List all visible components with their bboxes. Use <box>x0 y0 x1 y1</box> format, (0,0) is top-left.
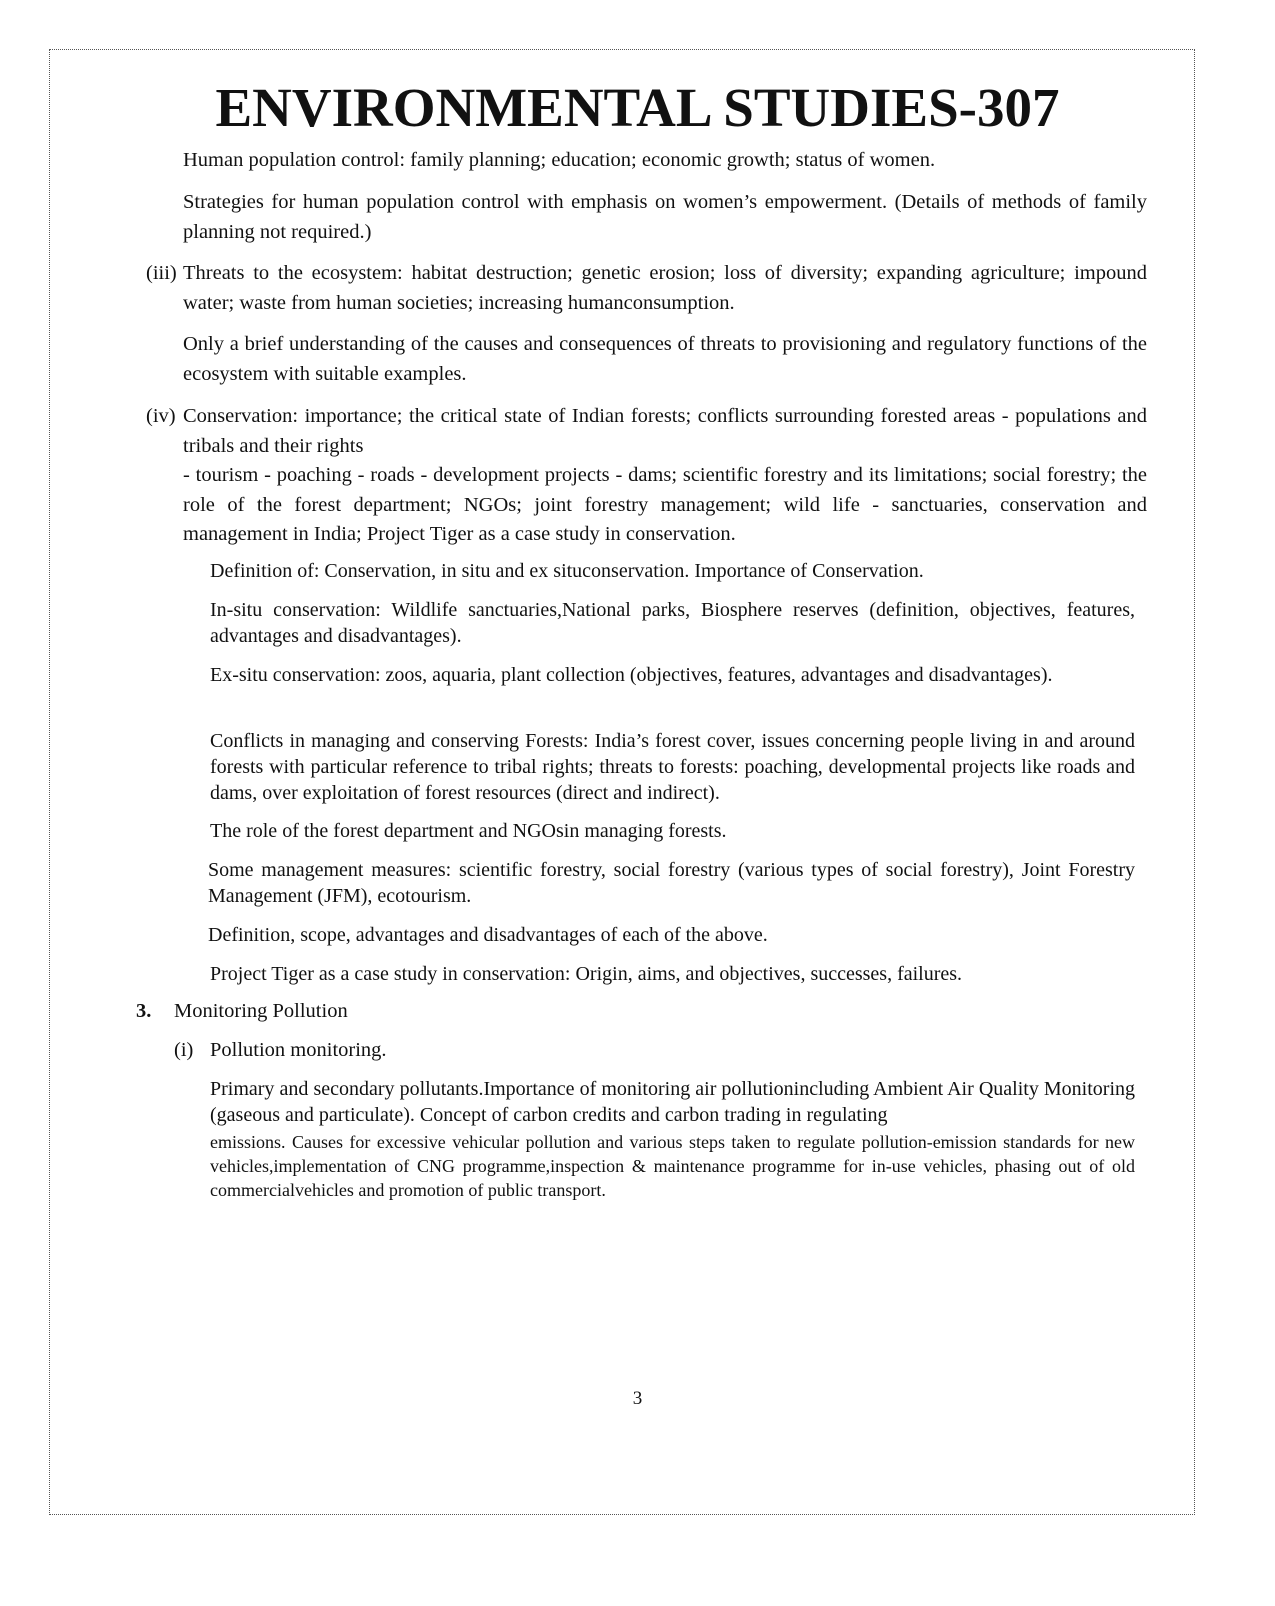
paragraph-ex-situ: Ex-situ conservation: zoos, aquaria, plant collection (objectives, features, advantages and disadvantages). <box>210 664 1053 686</box>
section-title-monitoring-pollution: Monitoring Pollution <box>174 1000 348 1022</box>
paragraph-conservation: Conservation: importance; the critical state of Indian forests; conflicts surrounding forested areas - populations and tribals and their rights <box>183 405 1147 457</box>
page-title: ENVIRONMENTAL STUDIES-307 <box>215 77 1060 138</box>
paragraph-tourism-poaching: - tourism - poaching - roads - development projects - dams; scientific forestry and its limitations; social forestry; the role of the forest department; NGOs; joint forestry management; wild life - sanctuaries, conservation and management in India; Project Tiger as a case study in conservation. <box>183 464 1147 545</box>
section-number-3: 3. <box>136 1000 152 1022</box>
paragraph-population-control: Human population control: family planning; education; economic growth; status of women. <box>183 149 936 171</box>
paragraph-threats: Threats to the ecosystem: habitat destruction; genetic erosion; loss of diversity; expanding agriculture; impound water; waste from human societies; increasing humanconsumption. <box>183 262 1147 314</box>
paragraph-pollution-monitoring: Pollution monitoring. <box>210 1039 387 1061</box>
paragraph-pollutants: Primary and secondary pollutants.Importance of monitoring air pollutionincluding Ambient Air Quality Monitoring (gaseous and particulate). Concept of carbon credits and carbon trading in regulating <box>210 1078 1135 1126</box>
list-marker-iii: (iii) <box>146 262 177 284</box>
paragraph-role-forest-dept: The role of the forest department and NGOsin managing forests. <box>210 820 727 842</box>
paragraph-definition-conservation: Definition of: Conservation, in situ and ex situconservation. Importance of Conservation. <box>210 560 924 582</box>
paragraph-vehicular-emissions: emissions. Causes for excessive vehicular pollution and various steps taken to regulate pollution-emission standards for new vehicles,implementation of CNG programme,inspection & maintenance programme for in-use vehicles, phasing out of old commercialvehicles and promotion of public transport. <box>210 1132 1135 1200</box>
paragraph-conflicts-forests: Conflicts in managing and conserving Forests: India’s forest cover, issues concerning people living in and around forests with particular reference to tribal rights; threats to forests: poaching, developmental projects like roads and dams, over exploitation of forest resources (direct and indirect). <box>210 730 1135 804</box>
paragraph-project-tiger: Project Tiger as a case study in conservation: Origin, aims, and objectives, successes, failures. <box>210 963 963 985</box>
paragraph-definition-scope: Definition, scope, advantages and disadvantages of each of the above. <box>208 924 768 946</box>
list-marker-i: (i) <box>174 1039 194 1061</box>
paragraph-brief-understanding: Only a brief understanding of the causes and consequences of threats to provisioning and regulatory functions of the ecosystem with suitable examples. <box>183 333 1147 385</box>
list-marker-iv: (iv) <box>146 405 176 427</box>
paragraph-in-situ: In-situ conservation: Wildlife sanctuaries,National parks, Biosphere reserves (definition, objectives, features, advantages and disadvantages). <box>210 599 1135 647</box>
paragraph-management-measures: Some management measures: scientific forestry, social forestry (various types of social forestry), Joint Forestry Management (JFM), ecotourism. <box>208 859 1135 907</box>
paragraph-strategies: Strategies for human population control with emphasis on women’s empowerment. (Details of methods of family planning not required.) <box>183 191 1147 243</box>
page-number: 3 <box>632 1388 643 1409</box>
